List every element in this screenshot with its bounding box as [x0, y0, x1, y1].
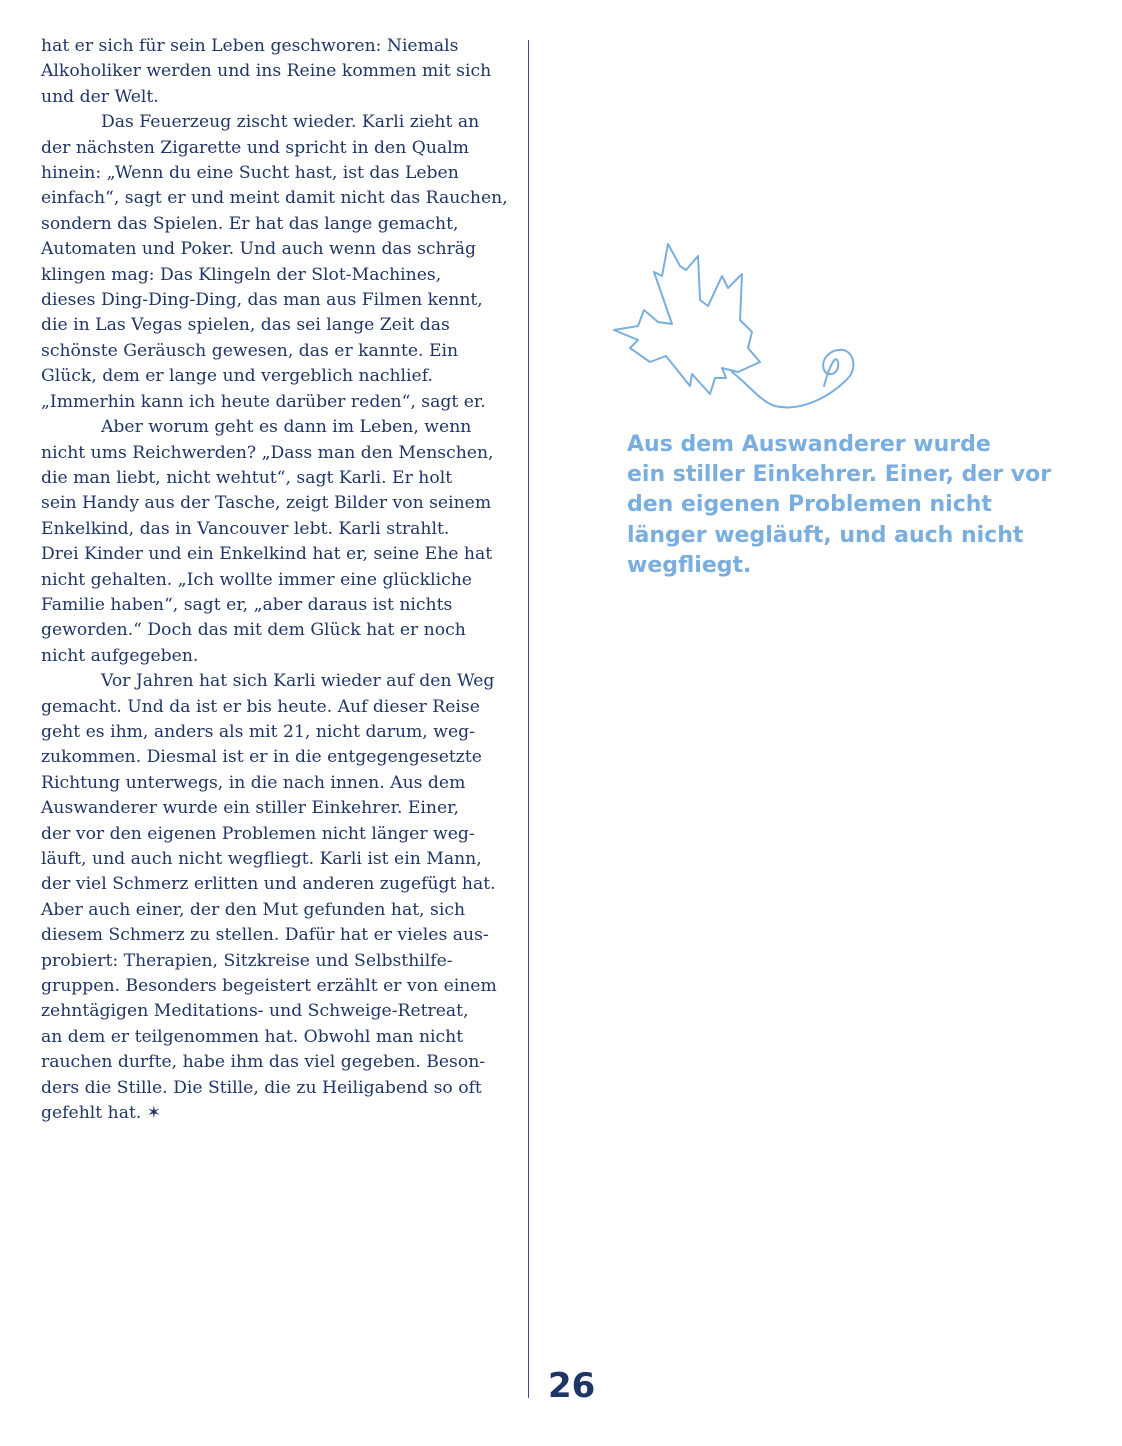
article-line: nicht aufgegeben.	[41, 645, 199, 666]
article-line: der vor den eigenen Problemen nicht länger weg-	[41, 823, 475, 844]
article-line: Aber auch einer, der den Mut gefunden hat, sich	[41, 899, 466, 920]
article-line: geht es ihm, anders als mit 21, nicht darum, weg-	[41, 721, 475, 742]
article-line: sondern das Spielen. Er hat das lange gemacht,	[41, 213, 459, 234]
article-line: dieses Ding-Ding-Ding, das man aus Filmen kennt,	[41, 290, 483, 311]
article-line: Drei Kinder und ein Enkelkind hat er, seine Ehe hat	[41, 544, 493, 565]
article-line: gruppen. Besonders begeistert erzählt er von einem	[41, 976, 497, 997]
page-number: 26	[548, 1366, 596, 1406]
article-line: Enkelkind, das in Vancouver lebt. Karli strahlt.	[41, 518, 450, 539]
pull-quote-line: wegfliegt.	[627, 552, 752, 578]
pull-quote-line: den eigenen Problemen nicht	[627, 492, 992, 518]
maple-leaf-icon	[610, 236, 860, 412]
article-line: zukommen. Diesmal ist er in die entgegengesetzte	[41, 747, 482, 768]
article-line: diesem Schmerz zu stellen. Dafür hat er vieles aus-	[41, 925, 489, 946]
article-line: Richtung unterwegs, in die nach innen. Aus dem	[41, 772, 466, 793]
pull-quote-line: länger wegläuft, und auch nicht	[627, 522, 1024, 548]
article-line: klingen mag: Das Klingeln der Slot-Machines,	[41, 264, 442, 285]
article-body	[41, 34, 511, 1126]
article-line: nicht gehalten. „Ich wollte immer eine glückliche	[41, 569, 472, 590]
article-line: der viel Schmerz erlitten und anderen zugefügt hat.	[41, 874, 496, 895]
article-line: gefehlt hat. ✶	[41, 1103, 162, 1124]
article-line: die in Las Vegas spielen, das sei lange Zeit das	[41, 315, 450, 336]
article-line: und der Welt.	[41, 86, 159, 107]
pull-quote-line: Aus dem Auswanderer wurde	[627, 432, 991, 457]
article-line: gemacht. Und da ist er bis heute. Auf dieser Reise	[41, 696, 480, 717]
article-line: rauchen durfte, habe ihm das viel gegeben. Beson-	[41, 1052, 486, 1073]
article-line: Auswanderer wurde ein stiller Einkehrer. Einer,	[41, 798, 459, 819]
article-line: Automaten und Poker. Und auch wenn das schräg	[41, 239, 477, 260]
article-line: hat er sich für sein Leben geschworen: Niemals	[41, 36, 459, 56]
article-line: Glück, dem er lange und vergeblich nachlief.	[41, 366, 433, 387]
pull-quote	[627, 430, 1052, 581]
article-line: sein Handy aus der Tasche, zeigt Bilder von seinem	[41, 493, 492, 514]
article-line: zehntägigen Meditations- und Schweige-Retreat,	[41, 1001, 469, 1022]
article-line: nicht ums Reichwerden? „Dass man den Menschen,	[41, 442, 494, 463]
article-line: hinein: „Wenn du eine Sucht hast, ist das Leben	[41, 163, 459, 184]
article-line: der nächsten Zigarette und spricht in den Qualm	[41, 137, 469, 158]
article-line: Familie haben“, sagt er, „aber daraus ist nichts	[41, 594, 453, 615]
article-line: Aber worum geht es dann im Leben, wenn	[101, 417, 472, 438]
article-line: Vor Jahren hat sich Karli wieder auf den Weg	[101, 671, 495, 692]
column-divider	[528, 40, 529, 1398]
article-line: Alkoholiker werden und ins Reine kommen mit sich	[41, 61, 492, 82]
article-line: „Immerhin kann ich heute darüber reden“, sagt er.	[41, 391, 486, 412]
article-line: probiert: Therapien, Sitzkreise und Selbsthilfe-	[41, 950, 453, 971]
article-line: ders die Stille. Die Stille, die zu Heiligabend so oft	[41, 1077, 482, 1098]
article-line: einfach“, sagt er und meint damit nicht das Rauchen,	[41, 188, 508, 209]
article-line: Das Feuerzeug zischt wieder. Karli zieht an	[101, 112, 480, 133]
pull-quote-line: ein stiller Einkehrer. Einer, der vor	[627, 462, 1052, 488]
article-line: schönste Geräusch gewesen, das er kannte. Ein	[41, 340, 459, 361]
article-line: an dem er teilgenommen hat. Obwohl man nicht	[41, 1026, 464, 1047]
article-line: geworden.“ Doch das mit dem Glück hat er noch	[41, 620, 466, 641]
article-line: die man liebt, nicht wehtut“, sagt Karli. Er holt	[41, 467, 453, 488]
article-line: läuft, und auch nicht wegfliegt. Karli ist ein Mann,	[41, 849, 482, 869]
